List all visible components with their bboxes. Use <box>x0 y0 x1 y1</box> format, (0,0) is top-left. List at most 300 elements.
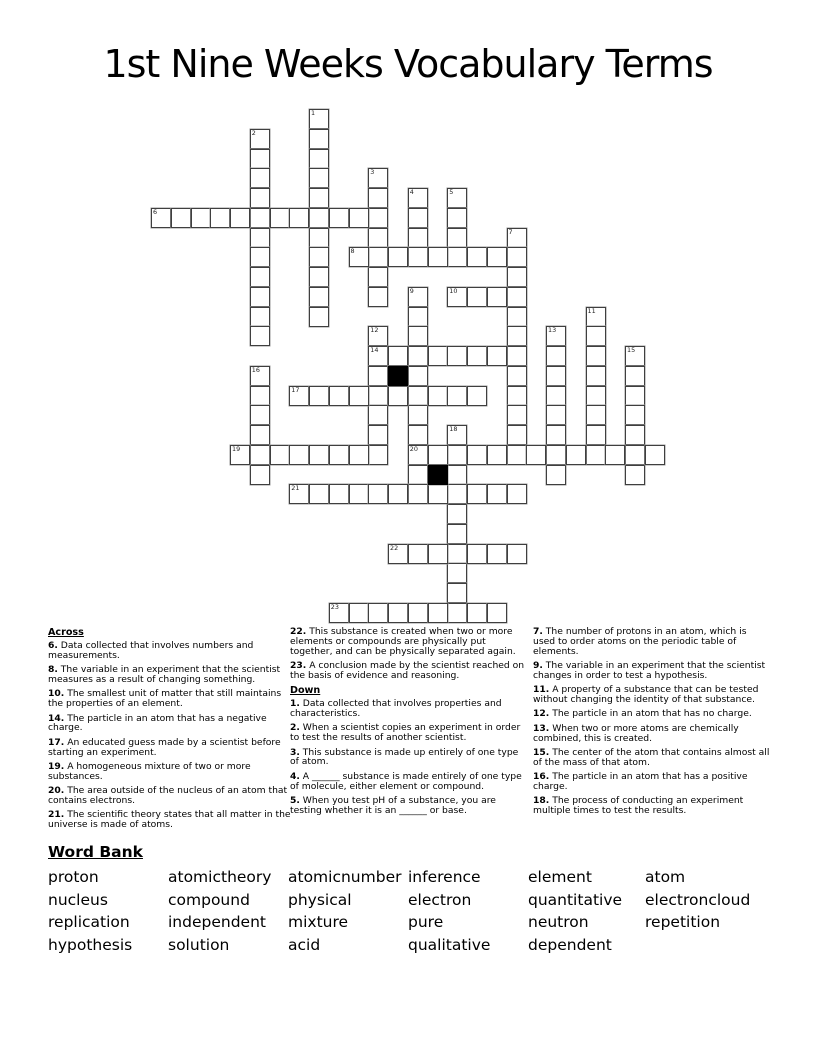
grid-cell-r0-c8[interactable] <box>309 109 329 129</box>
clue-text: The variable in an experiment that the scientist measures as a result of changing something. <box>48 664 281 686</box>
grid-cell-r15-c5[interactable] <box>250 405 270 425</box>
cell-number: 6 <box>153 207 158 216</box>
grid-cell-r19-c7[interactable] <box>289 484 309 504</box>
grid-cell-r17-c16[interactable] <box>467 445 487 465</box>
word-bank-word: quantitative <box>528 890 623 909</box>
grid-cell-r13-c24[interactable] <box>625 366 645 386</box>
grid-cell-r17-c7[interactable] <box>289 445 309 465</box>
grid-cell-r15-c13[interactable] <box>408 405 428 425</box>
grid-cell-r25-c15[interactable] <box>447 603 467 623</box>
grid-cell-r19-c18[interactable] <box>507 484 527 504</box>
grid-cell-r22-c17[interactable] <box>487 544 507 564</box>
clue-number: 16. <box>533 771 550 783</box>
clue-text: This substance is created when two or more elements or compounds are physically put together, and can be physically separated again. <box>290 626 516 657</box>
word-bank-word: electroncloud <box>645 890 751 909</box>
word-bank-heading: Word Bank <box>48 843 143 861</box>
clue-text: Data collected that involves numbers and measurements. <box>48 640 254 661</box>
grid-cell-r2-c5[interactable] <box>250 149 270 169</box>
cell-number: 10 <box>449 286 458 295</box>
clue-down-2 <box>290 723 530 743</box>
clue-across-19 <box>48 762 292 782</box>
grid-cell-r19-c15[interactable] <box>447 484 467 504</box>
cell-number: 4 <box>409 188 414 196</box>
grid-cell-r13-c5[interactable] <box>250 366 270 386</box>
clue-across-22 <box>290 627 530 657</box>
grid-cell-r12-c11[interactable] <box>368 346 388 366</box>
grid-cell-r17-c23[interactable] <box>605 445 625 465</box>
clue-text: The particle in an atom that has a negative charge. <box>48 712 267 734</box>
grid-cell-r14-c5[interactable] <box>250 386 270 406</box>
grid-cell-r15-c11[interactable] <box>368 405 388 425</box>
word-bank-word: proton <box>48 868 99 886</box>
clue-number: 6. <box>48 640 58 651</box>
grid-cell-r17-c13[interactable] <box>408 445 428 465</box>
grid-cell-r17-c10[interactable] <box>349 445 369 465</box>
grid-cell-r15-c18[interactable] <box>507 405 527 425</box>
grid-cell-r25-c16[interactable] <box>467 603 487 623</box>
clue-down-3 <box>290 748 530 768</box>
clue-number: 4. <box>290 770 300 782</box>
cell-number: 13 <box>548 326 557 335</box>
word-bank-word: replication <box>48 913 130 931</box>
grid-cell-r3-c11[interactable] <box>368 168 388 188</box>
grid-cell-r17-c24[interactable] <box>625 445 645 465</box>
clue-across-17 <box>48 738 292 758</box>
word-bank-word: compound <box>168 890 250 909</box>
clue-number: 12. <box>533 708 550 720</box>
grid-cell-r5-c10[interactable] <box>349 208 369 228</box>
grid-cell-r6-c8[interactable] <box>309 228 329 248</box>
grid-cell-r11-c18[interactable] <box>507 326 527 346</box>
grid-cell-r25-c13[interactable] <box>408 603 428 623</box>
grid-cell-r14-c24[interactable] <box>625 386 645 406</box>
clue-number: 13. <box>533 722 550 734</box>
grid-cell-r9-c17[interactable] <box>487 287 507 307</box>
grid-black-cell <box>428 465 448 485</box>
grid-cell-r22-c14[interactable] <box>428 544 448 564</box>
cell-number: 2 <box>251 128 256 137</box>
clue-down-12 <box>533 709 771 719</box>
grid-cell-r18-c15[interactable] <box>447 465 467 485</box>
grid-cell-r19-c12[interactable] <box>388 484 408 504</box>
clue-text: A conclusion made by the scientist reached on the basis of evidence and reasoning. <box>290 660 525 681</box>
grid-cell-r11-c20[interactable] <box>546 326 566 346</box>
cell-number: 5 <box>449 188 454 196</box>
cell-number: 9 <box>409 286 414 295</box>
grid-cell-r17-c19[interactable] <box>526 445 546 465</box>
grid-cell-r1-c8[interactable] <box>309 129 329 149</box>
grid-cell-r17-c9[interactable] <box>329 445 349 465</box>
grid-cell-r14-c13[interactable] <box>408 386 428 406</box>
word-bank-words <box>48 870 788 953</box>
clue-number: 15. <box>533 746 550 758</box>
clue-down-7 <box>533 627 771 657</box>
word-bank-word: electron <box>408 890 472 909</box>
grid-cell-r8-c11[interactable] <box>368 267 388 287</box>
grid-cell-r5-c7[interactable] <box>289 208 309 228</box>
grid-cell-r15-c22[interactable] <box>586 405 606 425</box>
cell-number: 14 <box>370 346 379 354</box>
grid-cell-r25-c10[interactable] <box>349 603 369 623</box>
grid-cell-r17-c18[interactable] <box>507 445 527 465</box>
grid-cell-r17-c14[interactable] <box>428 445 448 465</box>
grid-cell-r25-c12[interactable] <box>388 603 408 623</box>
word-bank <box>48 843 788 953</box>
grid-cell-r24-c15[interactable] <box>447 583 467 603</box>
grid-cell-r10-c18[interactable] <box>507 307 527 327</box>
clue-down-18 <box>533 796 771 816</box>
grid-cell-r19-c10[interactable] <box>349 484 369 504</box>
clue-number: 10. <box>48 688 65 700</box>
grid-cell-r14-c12[interactable] <box>388 386 408 406</box>
grid-cell-r4-c8[interactable] <box>309 188 329 208</box>
grid-cell-r13-c22[interactable] <box>586 366 606 386</box>
grid-cell-r16-c24[interactable] <box>625 425 645 445</box>
grid-cell-r7-c12[interactable] <box>388 247 408 267</box>
grid-cell-r19-c14[interactable] <box>428 484 448 504</box>
word-bank-word: independent <box>168 913 266 931</box>
clue-number: 9. <box>533 660 543 672</box>
grid-cell-r7-c8[interactable] <box>309 247 329 267</box>
grid-cell-r12-c22[interactable] <box>586 346 606 366</box>
word-bank-word: element <box>528 868 592 886</box>
grid-cell-r10-c13[interactable] <box>408 307 428 327</box>
cell-number: 15 <box>627 346 636 354</box>
grid-cell-r9-c5[interactable] <box>250 287 270 307</box>
grid-cell-r11-c13[interactable] <box>408 326 428 346</box>
clue-across-10 <box>48 689 292 709</box>
clues-column-1 <box>48 627 292 835</box>
clue-text: When a scientist copies an experiment in order to test the results of another scientist. <box>290 722 521 744</box>
grid-cell-r17-c5[interactable] <box>250 445 270 465</box>
grid-cell-r9-c16[interactable] <box>467 287 487 307</box>
grid-cell-r8-c8[interactable] <box>309 267 329 287</box>
grid-cell-r23-c15[interactable] <box>447 563 467 583</box>
grid-cell-r12-c15[interactable] <box>447 346 467 366</box>
clue-down-5 <box>290 796 530 816</box>
clue-text: The scientific theory states that all matter in the universe is made of atoms. <box>48 809 291 831</box>
clue-number: 23. <box>290 660 307 672</box>
grid-cell-r15-c20[interactable] <box>546 405 566 425</box>
grid-cell-r12-c20[interactable] <box>546 346 566 366</box>
grid-cell-r17-c20[interactable] <box>546 445 566 465</box>
word-bank-word: neutron <box>528 913 589 931</box>
word-bank-word: acid <box>288 935 321 954</box>
clue-down-9 <box>533 661 771 681</box>
grid-cell-r14-c9[interactable] <box>329 386 349 406</box>
grid-cell-r17-c6[interactable] <box>270 445 290 465</box>
clue-down-4 <box>290 772 530 792</box>
grid-black-cell <box>388 366 408 386</box>
grid-cell-r16-c22[interactable] <box>586 425 606 445</box>
cell-number: 21 <box>291 484 300 493</box>
word-bank-word: qualitative <box>408 935 491 954</box>
grid-cell-r12-c17[interactable] <box>487 346 507 366</box>
grid-cell-r15-c24[interactable] <box>625 405 645 425</box>
clue-number: 14. <box>48 712 65 724</box>
grid-cell-r14-c22[interactable] <box>586 386 606 406</box>
cell-number: 19 <box>232 444 241 453</box>
clue-number: 21. <box>48 809 65 821</box>
grid-cell-r5-c1[interactable] <box>171 208 191 228</box>
grid-cell-r22-c18[interactable] <box>507 544 527 564</box>
grid-cell-r18-c13[interactable] <box>408 465 428 485</box>
grid-cell-r17-c8[interactable] <box>309 445 329 465</box>
grid-cell-r13-c13[interactable] <box>408 366 428 386</box>
clue-number: 20. <box>48 785 65 797</box>
grid-cell-r6-c15[interactable] <box>447 228 467 248</box>
clue-down-11 <box>533 685 771 705</box>
grid-cell-r17-c22[interactable] <box>586 445 606 465</box>
grid-cell-r4-c15[interactable] <box>447 188 467 208</box>
grid-cell-r14-c18[interactable] <box>507 386 527 406</box>
grid-cell-r19-c17[interactable] <box>487 484 507 504</box>
clue-number: 7. <box>533 626 543 637</box>
grid-cell-r8-c5[interactable] <box>250 267 270 287</box>
clue-down-15 <box>533 748 771 768</box>
grid-cell-r14-c20[interactable] <box>546 386 566 406</box>
clues-column-2 <box>290 627 530 820</box>
grid-cell-r7-c10[interactable] <box>349 247 369 267</box>
cell-number: 23 <box>330 602 339 611</box>
clue-down-13 <box>533 724 771 744</box>
grid-cell-r7-c17[interactable] <box>487 247 507 267</box>
clue-text: A property of a substance that can be tested without changing the identity of that substance. <box>533 684 759 706</box>
clue-number: 1. <box>290 698 300 710</box>
word-bank-word: atom <box>645 868 686 886</box>
clue-text: The variable in an experiment that the scientist changes in order to test a hypothesis. <box>533 660 766 681</box>
grid-cell-r16-c20[interactable] <box>546 425 566 445</box>
grid-cell-r12-c12[interactable] <box>388 346 408 366</box>
clues-column-3 <box>533 627 771 821</box>
grid-cell-r16-c11[interactable] <box>368 425 388 445</box>
grid-cell-r14-c10[interactable] <box>349 386 369 406</box>
clue-text: The particle in an atom that has no charge. <box>549 708 752 720</box>
clue-text: The process of conducting an experiment multiple times to test the results. <box>533 795 744 817</box>
grid-cell-r18-c20[interactable] <box>546 465 566 485</box>
grid-cell-r22-c16[interactable] <box>467 544 487 564</box>
word-bank-word: solution <box>168 935 230 954</box>
grid-cell-r6-c11[interactable] <box>368 228 388 248</box>
grid-cell-r7-c15[interactable] <box>447 247 467 267</box>
clue-text: The number of protons in an atom, which is used to order atoms on the periodic table of elements. <box>533 626 747 657</box>
clue-number: 22. <box>290 626 307 637</box>
word-bank-word: hypothesis <box>48 935 133 954</box>
grid-cell-r5-c0[interactable] <box>151 208 171 228</box>
page-title: 1st Nine Weeks Vocabulary Terms <box>103 42 713 86</box>
grid-cell-r5-c9[interactable] <box>329 208 349 228</box>
grid-cell-r16-c15[interactable] <box>447 425 467 445</box>
across-heading: Across <box>48 627 84 638</box>
grid-cell-r7-c14[interactable] <box>428 247 448 267</box>
grid-cell-r10-c5[interactable] <box>250 307 270 327</box>
clue-number: 3. <box>290 746 300 758</box>
grid-cell-r11-c11[interactable] <box>368 326 388 346</box>
word-bank-word: dependent <box>528 935 612 954</box>
grid-cell-r17-c4[interactable] <box>230 445 250 465</box>
grid-cell-r17-c11[interactable] <box>368 445 388 465</box>
clue-text: When you test pH of a substance, you are testing whether it is an ______ or base. <box>290 794 496 816</box>
grid-cell-r17-c15[interactable] <box>447 445 467 465</box>
word-bank-word: atomicnumber <box>288 868 402 886</box>
clue-number: 2. <box>290 722 300 734</box>
grid-cell-r11-c5[interactable] <box>250 326 270 346</box>
cell-number: 22 <box>390 543 399 552</box>
cell-number: 8 <box>350 247 355 256</box>
grid-cell-r1-c5[interactable] <box>250 129 270 149</box>
clue-text: The area outside of the nucleus of an atom that contains electrons. <box>48 785 288 806</box>
grid-cell-r9-c11[interactable] <box>368 287 388 307</box>
grid-cell-r8-c18[interactable] <box>507 267 527 287</box>
grid-cell-r7-c13[interactable] <box>408 247 428 267</box>
word-bank-spacer <box>645 938 788 954</box>
clue-number: 11. <box>533 684 550 696</box>
clue-text: The center of the atom that contains almost all of the mass of that atom. <box>533 746 770 768</box>
grid-cell-r6-c5[interactable] <box>250 228 270 248</box>
clue-across-23 <box>290 661 530 681</box>
cell-number: 17 <box>291 385 300 394</box>
grid-cell-r13-c18[interactable] <box>507 366 527 386</box>
word-bank-word: repetition <box>645 913 721 931</box>
grid-cell-r14-c8[interactable] <box>309 386 329 406</box>
grid-cell-r12-c18[interactable] <box>507 346 527 366</box>
grid-cell-r6-c13[interactable] <box>408 228 428 248</box>
grid-cell-r22-c12[interactable] <box>388 544 408 564</box>
grid-cell-r9-c15[interactable] <box>447 287 467 307</box>
clue-text: The particle in an atom that has a positive charge. <box>533 771 748 792</box>
grid-cell-r11-c22[interactable] <box>586 326 606 346</box>
grid-cell-r21-c15[interactable] <box>447 524 467 544</box>
grid-cell-r7-c5[interactable] <box>250 247 270 267</box>
grid-cell-r14-c16[interactable] <box>467 386 487 406</box>
grid-cell-r19-c11[interactable] <box>368 484 388 504</box>
grid-cell-r5-c8[interactable] <box>309 208 329 228</box>
grid-cell-r9-c18[interactable] <box>507 287 527 307</box>
clue-across-20 <box>48 786 292 806</box>
grid-cell-r7-c16[interactable] <box>467 247 487 267</box>
grid-cell-r4-c13[interactable] <box>408 188 428 208</box>
grid-cell-r10-c22[interactable] <box>586 307 606 327</box>
clue-across-8 <box>48 665 292 685</box>
grid-cell-r5-c3[interactable] <box>210 208 230 228</box>
word-bank-word: physical <box>288 890 352 909</box>
word-bank-word: atomictheory <box>168 868 272 886</box>
grid-cell-r14-c11[interactable] <box>368 386 388 406</box>
grid-cell-r13-c20[interactable] <box>546 366 566 386</box>
grid-cell-r12-c16[interactable] <box>467 346 487 366</box>
grid-cell-r5-c4[interactable] <box>230 208 250 228</box>
grid-cell-r25-c14[interactable] <box>428 603 448 623</box>
grid-cell-r18-c5[interactable] <box>250 465 270 485</box>
clue-text: The smallest unit of matter that still maintains the properties of an element. <box>48 688 282 710</box>
grid-cell-r3-c8[interactable] <box>309 168 329 188</box>
cell-number: 7 <box>508 227 513 236</box>
word-bank-word: nucleus <box>48 890 108 909</box>
clue-number: 19. <box>48 760 65 772</box>
clue-text: When two or more atoms are chemically combined, this is created. <box>533 722 739 744</box>
down-heading: Down <box>290 685 321 697</box>
clue-text: An educated guess made by a scientist before starting an experiment. <box>48 736 281 758</box>
cell-number: 11 <box>587 306 596 315</box>
clue-number: 17. <box>48 736 65 748</box>
grid-cell-r16-c5[interactable] <box>250 425 270 445</box>
word-bank-word: pure <box>408 913 444 931</box>
grid-cell-r19-c8[interactable] <box>309 484 329 504</box>
clue-across-21 <box>48 810 292 830</box>
grid-cell-r13-c11[interactable] <box>368 366 388 386</box>
grid-cell-r17-c21[interactable] <box>566 445 586 465</box>
grid-cell-r3-c5[interactable] <box>250 168 270 188</box>
grid-cell-r4-c5[interactable] <box>250 188 270 208</box>
clue-number: 18. <box>533 795 550 807</box>
grid-cell-r14-c14[interactable] <box>428 386 448 406</box>
grid-cell-r6-c18[interactable] <box>507 228 527 248</box>
grid-cell-r10-c8[interactable] <box>309 307 329 327</box>
grid-cell-r5-c15[interactable] <box>447 208 467 228</box>
grid-cell-r17-c17[interactable] <box>487 445 507 465</box>
grid-cell-r14-c15[interactable] <box>447 386 467 406</box>
grid-cell-r25-c9[interactable] <box>329 603 349 623</box>
grid-cell-r9-c8[interactable] <box>309 287 329 307</box>
grid-cell-r5-c11[interactable] <box>368 208 388 228</box>
grid-cell-r22-c15[interactable] <box>447 544 467 564</box>
grid-cell-r16-c18[interactable] <box>507 425 527 445</box>
clue-across-6 <box>48 641 292 661</box>
word-bank-word: inference <box>408 868 481 886</box>
grid-cell-r25-c17[interactable] <box>487 603 507 623</box>
clue-down-1 <box>290 699 530 719</box>
cell-number: 3 <box>370 168 375 177</box>
grid-cell-r5-c5[interactable] <box>250 208 270 228</box>
grid-cell-r18-c24[interactable] <box>625 465 645 485</box>
grid-cell-r22-c13[interactable] <box>408 544 428 564</box>
grid-cell-r9-c13[interactable] <box>408 287 428 307</box>
clue-text: A ______ substance is made entirely of one type of molecule, either element or compound. <box>290 770 522 792</box>
clue-number: 5. <box>290 794 300 806</box>
cell-number: 16 <box>251 365 260 374</box>
grid-cell-r19-c16[interactable] <box>467 484 487 504</box>
cell-number: 1 <box>311 109 316 117</box>
grid-cell-r14-c7[interactable] <box>289 386 309 406</box>
word-bank-word: mixture <box>288 913 349 931</box>
clue-text: Data collected that involves properties and characteristics. <box>290 698 502 720</box>
grid-cell-r5-c6[interactable] <box>270 208 290 228</box>
grid-cell-r4-c11[interactable] <box>368 188 388 208</box>
grid-cell-r19-c9[interactable] <box>329 484 349 504</box>
grid-cell-r7-c11[interactable] <box>368 247 388 267</box>
grid-cell-r2-c8[interactable] <box>309 149 329 169</box>
clue-text: A homogeneous mixture of two or more substances. <box>48 760 251 782</box>
clue-number: 8. <box>48 664 58 676</box>
grid-cell-r12-c24[interactable] <box>625 346 645 366</box>
clue-across-14 <box>48 714 292 734</box>
cell-number: 12 <box>370 326 379 335</box>
cell-number: 20 <box>409 444 418 453</box>
grid-cell-r16-c13[interactable] <box>408 425 428 445</box>
grid-cell-r7-c18[interactable] <box>507 247 527 267</box>
grid-cell-r25-c11[interactable] <box>368 603 388 623</box>
grid-cell-r5-c2[interactable] <box>191 208 211 228</box>
grid-cell-r5-c13[interactable] <box>408 208 428 228</box>
clue-text: This substance is made up entirely of one type of atom. <box>290 746 519 768</box>
cell-number: 18 <box>449 425 458 433</box>
grid-cell-r20-c15[interactable] <box>447 504 467 524</box>
grid-cell-r12-c13[interactable] <box>408 346 428 366</box>
grid-cell-r19-c13[interactable] <box>408 484 428 504</box>
clue-down-16 <box>533 772 771 792</box>
grid-cell-r17-c25[interactable] <box>645 445 665 465</box>
grid-cell-r12-c14[interactable] <box>428 346 448 366</box>
